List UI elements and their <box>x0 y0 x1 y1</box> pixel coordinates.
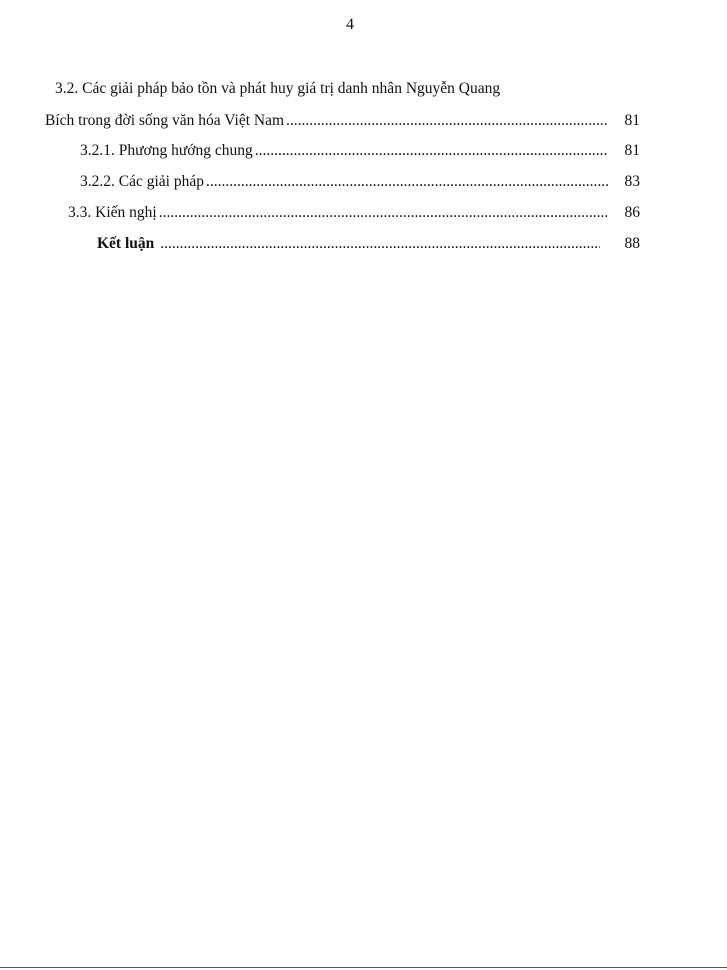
dot-leader <box>160 235 600 253</box>
dot-leader <box>206 173 608 191</box>
toc-page-number: 81 <box>624 142 640 159</box>
toc-page-number: 81 <box>624 112 640 129</box>
page-number: 4 <box>346 16 354 33</box>
toc-entry-conclusion <box>97 235 640 253</box>
toc-entry-label: 3.3. Kiến nghị <box>68 204 157 221</box>
toc-entry-3-2-2 <box>80 173 640 191</box>
toc-entry-label: 3.2.1. Phương hướng chung <box>80 142 253 159</box>
toc-page-number: 88 <box>624 235 640 252</box>
toc-entry-3-3 <box>68 204 640 222</box>
dot-leader <box>286 112 608 130</box>
dot-leader <box>255 142 608 160</box>
toc-entry-label: Kết luận <box>97 235 155 252</box>
toc-page-number: 86 <box>624 204 640 221</box>
page-bottom-border <box>0 967 727 968</box>
toc-entry-3-2-line1: 3.2. Các giải pháp bảo tồn và phát huy giá trị danh nhân Nguyễn Quang <box>55 80 501 97</box>
dot-leader <box>159 204 608 222</box>
toc-entry-3-2 <box>45 112 640 130</box>
toc-entry-label: 3.2.2. Các giải pháp <box>80 173 204 190</box>
toc-page-number: 83 <box>624 173 640 190</box>
toc-entry-label: Bích trong đời sống văn hóa Việt Nam <box>45 112 285 129</box>
toc-entry-3-2-1 <box>80 142 640 160</box>
